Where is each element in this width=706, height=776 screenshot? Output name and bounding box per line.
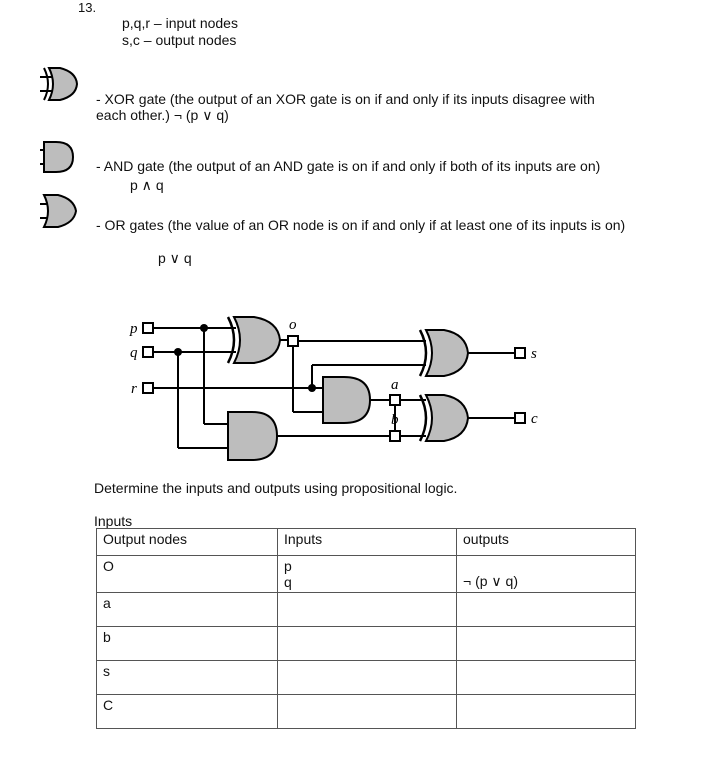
row-input-p: p: [284, 558, 292, 574]
row-node: b: [97, 627, 278, 661]
row-node: a: [97, 593, 278, 627]
and-gate-icon: [40, 140, 76, 174]
table-row: [97, 593, 636, 627]
or-gate-icon: [40, 193, 80, 229]
label-s: s: [531, 346, 537, 362]
node-legend: [122, 15, 238, 49]
logic-table: [96, 528, 636, 729]
and-expression: p ∧ q: [130, 177, 164, 193]
label-b: b: [391, 412, 399, 428]
row-inputs: [278, 556, 457, 593]
or-expression: p ∨ q: [158, 250, 192, 266]
row-input-q: q: [284, 574, 292, 590]
label-c: c: [531, 411, 538, 427]
table-row: [97, 556, 636, 593]
header-outputs: outputs: [457, 529, 636, 556]
output-nodes-label: s,c – output nodes: [122, 32, 237, 48]
header-inputs: Inputs: [278, 529, 457, 556]
row-node: s: [97, 661, 278, 695]
xor-gate-icon: [40, 66, 80, 102]
circuit-diagram: [120, 305, 560, 470]
row-output[interactable]: [457, 661, 636, 695]
label-p: p: [130, 321, 138, 337]
row-inputs[interactable]: [278, 593, 457, 627]
row-inputs[interactable]: [278, 695, 457, 729]
table-row: [97, 695, 636, 729]
label-a: a: [391, 377, 399, 393]
row-node: O: [97, 556, 278, 593]
row-inputs[interactable]: [278, 627, 457, 661]
label-q: q: [130, 345, 138, 361]
row-output: ¬ (p ∨ q): [457, 556, 636, 593]
row-output[interactable]: [457, 695, 636, 729]
table-row: [97, 661, 636, 695]
label-o: o: [289, 317, 297, 333]
instruction-text: Determine the inputs and outputs using propositional logic.: [94, 480, 458, 496]
row-inputs[interactable]: [278, 661, 457, 695]
xor-description: - XOR gate (the output of an XOR gate is on if and only if its inputs disagree with each other.) ¬ (p ∨ q): [96, 91, 595, 123]
question-number: 13.: [78, 0, 97, 15]
table-row: [97, 627, 636, 661]
header-output-nodes: Output nodes: [97, 529, 278, 556]
row-output[interactable]: [457, 593, 636, 627]
and-description: - AND gate (the output of an AND gate is on if and only if both of its inputs are on): [96, 158, 601, 174]
table-caption: Inputs: [94, 513, 133, 529]
table-header-row: [97, 529, 636, 556]
row-output[interactable]: [457, 627, 636, 661]
input-nodes-label: p,q,r – input nodes: [122, 15, 238, 31]
or-description: - OR gates (the value of an OR node is on if and only if at least one of its inputs is on): [96, 217, 626, 233]
label-r: r: [131, 381, 137, 397]
row-node: C: [97, 695, 278, 729]
